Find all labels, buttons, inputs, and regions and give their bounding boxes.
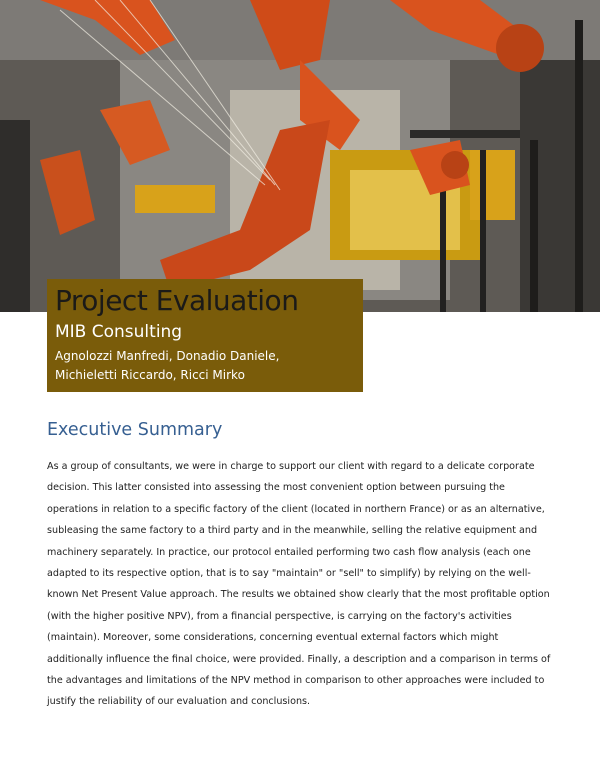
section-heading: Executive Summary bbox=[47, 420, 223, 440]
authors-line-1: Agnolozzi Manfredi, Donadio Daniele, bbox=[55, 349, 280, 363]
header-photo bbox=[0, 0, 600, 312]
company-name: MIB Consulting bbox=[55, 322, 183, 342]
executive-summary-text: As a group of consultants, we were in charge to support our client with regard to a delicate corporate decision. This latter consisted into assessing the most convenient option between pursuing the operations in relation to a specific factory of the client (located in northern France) or as an alternative, subleasing the same factory to a third party and in the meanwhile, selling the relative equipment and machinery separately. In practice, our protocol entailed performing two cash flow analysis (each one adapted to its respective option, that is to say "maintain" or "sell" to simplify) by relying on the well-known Net Present Value approach. The results we obtained show clearly that the most profitable option (with the higher positive NPV), from a financial perspective, is carrying on the factory's activities (maintain). Moreover, some considerations, concerning eventual external factors which might additionally influence the final choice, were provided. Finally, a description and a comparison in terms of the advantages and limitations of the NPV method in comparison to other approaches were included to justify the reliability of our evaluation and conclusions. bbox=[47, 461, 551, 708]
document-title: Project Evaluation bbox=[55, 284, 299, 317]
authors-line-2: Michieletti Riccardo, Ricci Mirko bbox=[55, 368, 245, 382]
title-box bbox=[47, 279, 363, 392]
authors bbox=[55, 347, 355, 385]
factory-robots-illustration bbox=[0, 0, 600, 312]
